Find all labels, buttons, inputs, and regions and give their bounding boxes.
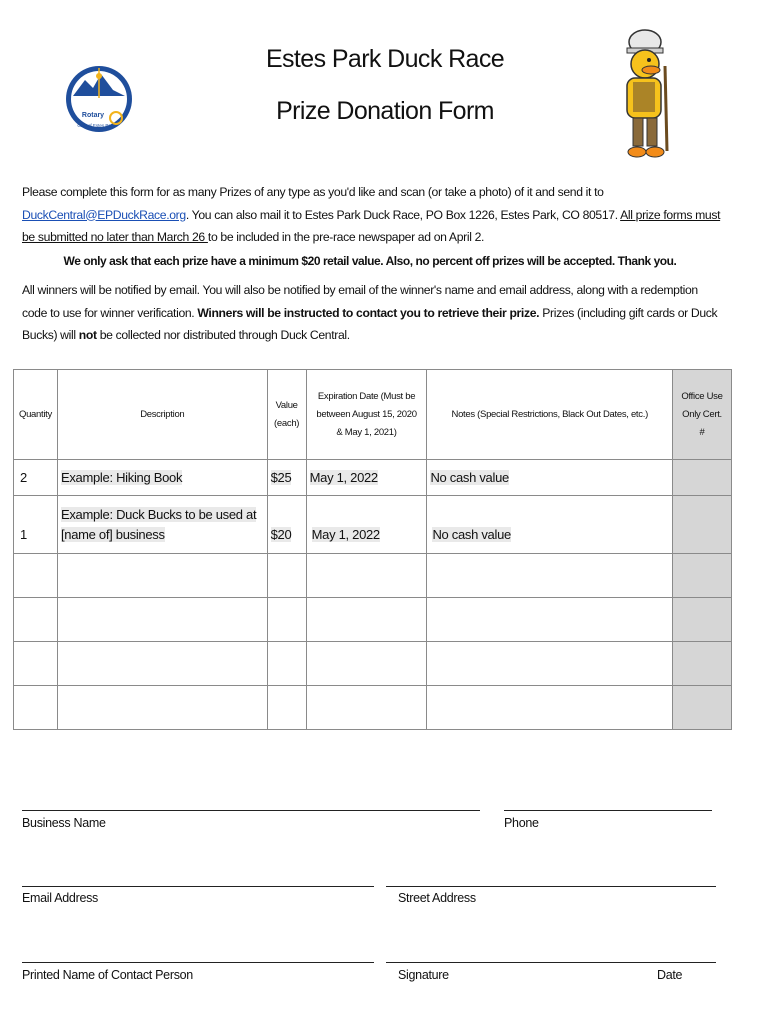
table-header-row (14, 370, 732, 460)
header-quantity: Quantity (14, 370, 58, 460)
table-row (14, 460, 732, 496)
logo-club-text: Club of Estes Park (77, 123, 115, 128)
date-label: Date (657, 968, 683, 982)
cell-quantity[interactable] (14, 598, 58, 642)
street-address-label: Street Address (398, 891, 476, 905)
cell-office-use (673, 598, 732, 642)
cell-quantity[interactable]: 1 (14, 496, 58, 554)
rotary-logo (63, 38, 135, 160)
header-description: Description (57, 370, 267, 460)
cell-office-use (673, 686, 732, 730)
table-row (14, 496, 732, 554)
cell-description[interactable] (57, 598, 267, 642)
prize-donation-table (13, 369, 732, 730)
cell-expiration[interactable] (306, 554, 427, 598)
minimum-value-notice: We only ask that each prize have a minimum $20 retail value. Also, no percent off prizes will be accepted. Thank you. (63, 254, 677, 268)
description-value: Example: Hiking Book (60, 470, 183, 485)
cell-notes[interactable] (427, 496, 673, 554)
cell-expiration[interactable] (306, 642, 427, 686)
winners-bold-1: Winners will be instructed to contact you to retrieve their prize. (197, 305, 540, 320)
cell-notes[interactable] (427, 460, 673, 496)
cell-value[interactable] (267, 686, 306, 730)
intro-text-3: to be included in the pre-race newspaper ad on April 2. (207, 230, 485, 244)
cell-quantity[interactable] (14, 554, 58, 598)
printed-name-line[interactable] (22, 962, 374, 963)
cell-expiration[interactable] (306, 686, 427, 730)
table-row (14, 642, 732, 686)
cell-description[interactable] (57, 686, 267, 730)
cell-office-use (673, 554, 732, 598)
header-expiration: Expiration Date (Must be between August 15, 2020 & May 1, 2021) (306, 370, 427, 460)
cell-quantity[interactable] (14, 642, 58, 686)
value-amount: $25 (270, 470, 292, 485)
cell-quantity[interactable] (14, 686, 58, 730)
expiration-value: May 1, 2022 (311, 526, 380, 542)
value-amount: $20 (270, 526, 292, 542)
cell-expiration[interactable] (306, 598, 427, 642)
phone-label: Phone (504, 816, 539, 830)
cell-notes[interactable] (427, 554, 673, 598)
cell-description[interactable] (57, 496, 267, 554)
notes-value: No cash value (430, 470, 509, 485)
signature-label: Signature (398, 968, 449, 982)
cell-value[interactable] (267, 598, 306, 642)
winners-text-1: All winners will be notified by email. You will also be notified by email of the winner's name and email address, along with a redemption code to use for winner verification. (22, 283, 698, 320)
header-notes: Notes (Special Restrictions, Black Out Dates, etc.) (427, 370, 673, 460)
email-address-line[interactable] (22, 886, 374, 887)
winners-text-2: Prizes (including gift cards or Duck Bucks) will (22, 305, 718, 342)
cell-notes[interactable] (427, 686, 673, 730)
cell-description[interactable] (57, 642, 267, 686)
cell-quantity[interactable]: 2 (14, 460, 58, 496)
cell-value[interactable] (267, 642, 306, 686)
intro-text-1: Please complete this form for as many Prizes of any type as you'd like and scan (or take a photo) of it and send it to (22, 185, 604, 199)
winners-paragraph (22, 279, 722, 347)
business-name-line[interactable] (22, 810, 480, 811)
deadline-text: All prize forms must be submitted no later than March 26 (22, 207, 721, 244)
cell-value[interactable] (267, 496, 306, 554)
table-row (14, 554, 732, 598)
table-row (14, 686, 732, 730)
cell-notes[interactable] (427, 642, 673, 686)
page-subtitle: Prize Donation Form (276, 97, 494, 125)
cell-office-use (673, 642, 732, 686)
signature-line[interactable] (386, 962, 716, 963)
header-office-use: Office Use Only Cert. # (673, 370, 732, 460)
notes-value: No cash value (432, 526, 511, 542)
email-link[interactable]: DuckCentral@EPDuckRace.org (22, 207, 186, 222)
duck-mascot-image (615, 26, 675, 164)
business-name-label: Business Name (22, 816, 106, 830)
cell-office-use (673, 496, 732, 554)
cell-value[interactable] (267, 460, 306, 496)
table-row (14, 598, 732, 642)
cell-value[interactable] (267, 554, 306, 598)
email-address-label: Email Address (22, 891, 98, 905)
cell-notes[interactable] (427, 598, 673, 642)
cell-description[interactable] (57, 554, 267, 598)
header-value: Value (each) (267, 370, 306, 460)
printed-name-label: Printed Name of Contact Person (22, 968, 193, 982)
cell-expiration[interactable] (306, 496, 427, 554)
cell-expiration[interactable] (306, 460, 427, 496)
street-address-line[interactable] (386, 886, 716, 887)
expiration-value: May 1, 2022 (309, 470, 378, 485)
cell-office-use (673, 460, 732, 496)
logo-rotary-text: Rotary (81, 112, 105, 119)
cell-description[interactable] (57, 460, 267, 496)
intro-paragraph (22, 181, 722, 249)
intro-text-2: . You can also mail it to Estes Park Duck Race, PO Box 1226, Estes Park, CO 80517. (185, 207, 621, 222)
phone-line[interactable] (504, 810, 712, 811)
page-title: Estes Park Duck Race (265, 45, 505, 73)
description-value: Example: Duck Bucks to be used at [name of] business (60, 506, 257, 542)
winners-bold-2: not (78, 328, 97, 342)
winners-text-3: be collected nor distributed through Duck Central. (96, 328, 350, 342)
